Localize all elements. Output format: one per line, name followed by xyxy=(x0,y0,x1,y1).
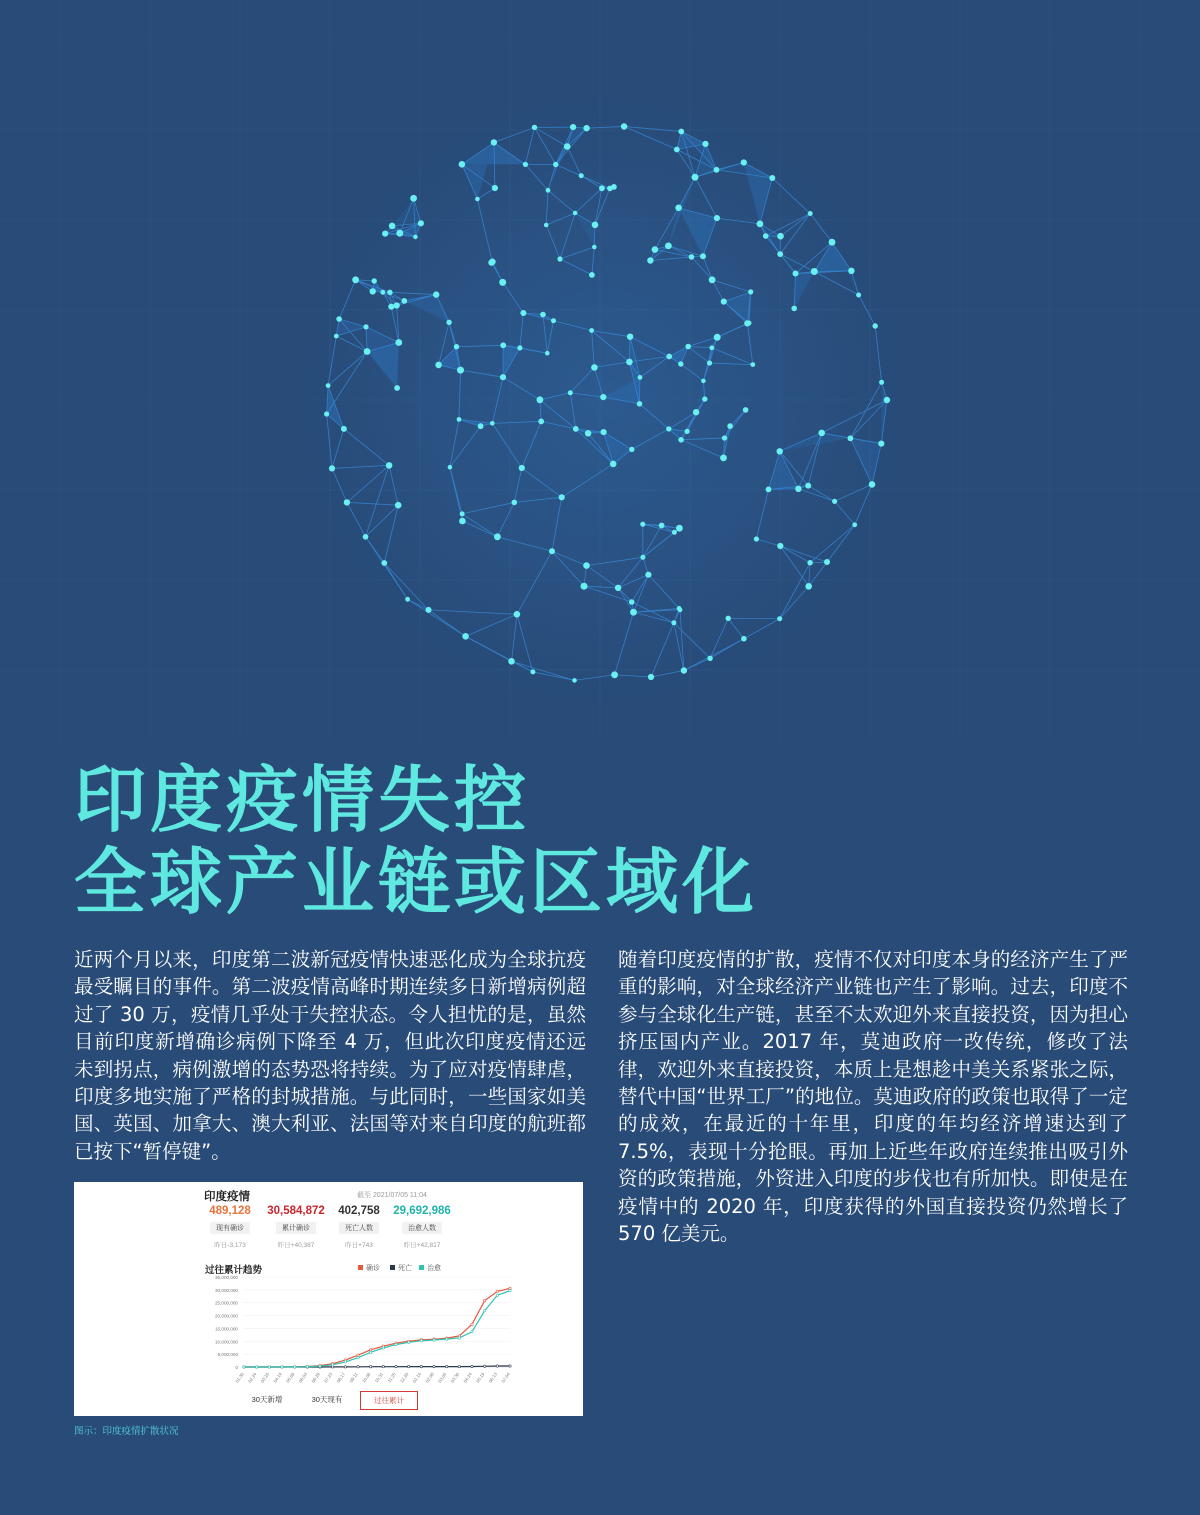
headline-line-2: 全球产业链或区域化 xyxy=(74,840,759,924)
series-point xyxy=(483,1365,485,1367)
legend-label-recovered: 治愈 xyxy=(427,1265,441,1272)
series-point xyxy=(471,1323,473,1325)
chart-title: 过往累计趋势 xyxy=(205,1265,263,1276)
series-point xyxy=(281,1366,283,1368)
series-point xyxy=(458,1365,460,1367)
series-point xyxy=(293,1366,295,1368)
series-point xyxy=(357,1366,359,1368)
series-point xyxy=(344,1366,346,1368)
chart-legend xyxy=(358,1263,441,1272)
body-paragraph-right: 随着印度疫情的扩散，疫情不仅对印度本身的经济产生了严重的影响，对全球经济产业链也产生了影响。过去，印度不参与全球化生产链，甚至不太欢迎外来直接投资，因为担心挤压国内产业。2017 年，莫迪政府一改传统，修改了法律，欢迎外来直接投资，本质上是想趁中美关系紧张之际，替代中国“世界工厂”的地位。莫迪政府的政策也取得了一定的成效，在最近的十年里，印度的年均经济增速达到了 7.5%，表现十分抢眼。再加上近些年政府连续推出吸引外资的政策措施，外资进入印度的步伐也有所加快。即使是在疫情中的 2020 年，印度获得的外国直接投资仍然增长了 570 亿美元。 xyxy=(618,948,1128,1246)
series-point xyxy=(369,1349,371,1351)
series-point xyxy=(306,1366,308,1368)
legend-swatch-recovered xyxy=(419,1265,424,1270)
series-point xyxy=(471,1365,473,1367)
series-point xyxy=(319,1365,321,1367)
series-point xyxy=(243,1366,245,1368)
legend-swatch-confirmed xyxy=(358,1265,363,1270)
x-tick-label: 02.24 xyxy=(247,1371,258,1384)
x-tick-label: 03.05 xyxy=(437,1371,448,1384)
series-point xyxy=(509,1289,511,1291)
y-tick-label: 5,000,000 xyxy=(217,1352,238,1358)
series-point xyxy=(420,1365,422,1367)
x-tick-label: 06.13 xyxy=(487,1371,499,1384)
series-point xyxy=(255,1366,257,1368)
legend-label-confirmed: 确诊 xyxy=(366,1265,380,1272)
series-point xyxy=(395,1343,397,1345)
series-point xyxy=(420,1340,422,1342)
dashboard-timestamp: 截至 2021/07/05 11:04 xyxy=(357,1192,427,1199)
series-point xyxy=(268,1366,270,1368)
globe-network-illustration xyxy=(0,0,1200,740)
x-tick-label: 07.23 xyxy=(323,1371,334,1384)
x-tick-label: 02.08 xyxy=(424,1371,435,1384)
series-point xyxy=(407,1365,409,1367)
y-tick-label: 10,000,000 xyxy=(215,1339,238,1345)
x-tick-label: 04.24 xyxy=(462,1371,473,1384)
x-tick-label: 07.04 xyxy=(500,1371,511,1384)
series-point xyxy=(331,1364,333,1366)
stat-delta: 昨日+743 xyxy=(345,1242,373,1249)
series-point xyxy=(483,1299,485,1301)
y-tick-label: 35,000,000 xyxy=(215,1275,238,1280)
x-tick-label: 04.14 xyxy=(272,1371,283,1384)
series-point xyxy=(445,1338,447,1340)
x-tick-label: 05.19 xyxy=(475,1371,486,1384)
x-tick-label: 01.30 xyxy=(234,1371,245,1384)
stat-label: 死亡人数 xyxy=(339,1222,379,1234)
stat-delta: 昨日+42,817 xyxy=(403,1242,441,1249)
stat-value: 29,692,986 xyxy=(393,1205,451,1217)
x-tick-label: 12.20 xyxy=(399,1371,410,1384)
x-tick-label: 06.03 xyxy=(297,1371,309,1384)
x-tick-label: 05.09 xyxy=(285,1371,296,1384)
series-point xyxy=(369,1366,371,1368)
series-point xyxy=(357,1354,359,1356)
y-tick-label: 20,000,000 xyxy=(215,1313,238,1319)
series-point xyxy=(509,1365,511,1367)
series-point xyxy=(458,1337,460,1339)
stat-value: 402,758 xyxy=(338,1205,380,1217)
stat-delta: 昨日-3,173 xyxy=(214,1242,246,1249)
series-line-0 xyxy=(244,1288,510,1367)
cumulative-trend-chart xyxy=(74,1182,583,1416)
x-tick-label: 06.28 xyxy=(310,1371,321,1384)
series-point xyxy=(445,1365,447,1367)
legend-label-deaths: 死亡 xyxy=(398,1265,412,1272)
x-tick-label: 11.25 xyxy=(386,1371,397,1384)
y-tick-label: 25,000,000 xyxy=(215,1300,238,1306)
globe-glow xyxy=(295,90,915,710)
x-tick-label: 10.06 xyxy=(361,1371,372,1384)
figure-caption: 图示：印度疫情扩散状况 xyxy=(74,1426,179,1437)
button-30-day-new[interactable]: 30天新增 xyxy=(242,1391,292,1408)
series-point xyxy=(395,1365,397,1367)
button-30-day-current[interactable]: 30天现有 xyxy=(300,1391,354,1408)
series-point xyxy=(483,1309,485,1311)
legend-swatch-deaths xyxy=(390,1265,395,1270)
stat-delta: 昨日+40,387 xyxy=(277,1242,315,1249)
x-tick-label: 01.14 xyxy=(411,1371,423,1384)
series-point xyxy=(344,1361,346,1363)
x-tick-label: 03.20 xyxy=(259,1371,271,1384)
x-tick-label: 03.30 xyxy=(449,1371,461,1384)
series-point xyxy=(433,1339,435,1341)
x-tick-label: 08.17 xyxy=(335,1371,347,1384)
stat-label: 累计确诊 xyxy=(276,1222,316,1234)
dashboard-title: 印度疫情 xyxy=(204,1191,250,1203)
series-point xyxy=(369,1351,371,1353)
series-point xyxy=(382,1347,384,1349)
stat-label: 现有确诊 xyxy=(210,1222,250,1234)
series-point xyxy=(496,1365,498,1367)
stat-value: 489,128 xyxy=(209,1205,251,1217)
headline-line-1: 印度疫情失控 xyxy=(74,758,531,842)
x-tick-label: 09.11 xyxy=(348,1371,359,1384)
y-tick-label: 15,000,000 xyxy=(215,1326,238,1332)
stat-value: 30,584,872 xyxy=(267,1205,325,1217)
y-tick-label: 0 xyxy=(235,1365,238,1370)
series-point xyxy=(496,1294,498,1296)
series-point xyxy=(496,1290,498,1292)
series-point xyxy=(433,1365,435,1367)
x-tick-label: 10.31 xyxy=(373,1371,385,1384)
series-point xyxy=(382,1365,384,1367)
button-historical-cumulative[interactable]: 过往累计 xyxy=(360,1391,418,1410)
stat-label: 治愈人数 xyxy=(402,1222,442,1234)
series-line-2 xyxy=(244,1291,510,1367)
series-point xyxy=(357,1357,359,1359)
y-tick-label: 30,000,000 xyxy=(215,1287,238,1293)
body-paragraph-left: 近两个月以来，印度第二波新冠疫情快速恶化成为全球抗疫最受瞩目的事件。第二波疫情高峰时期连续多日新增病例超过了 30 万，疫情几乎处于失控状态。令人担忧的是，虽然目前印度新增确诊病例下降至 4 万，但此次印度疫情还远未到拐点，病例激增的态势恐将持续。为了应对疫情肆虐，印度多地实施了严格的封城措施。与此同时，一些国家如美国、英国、加拿大、澳大利亚、法国等对来自印度的航班都已按下“暂停键”。 xyxy=(74,948,586,1163)
series-point xyxy=(471,1331,473,1333)
series-point xyxy=(407,1341,409,1343)
covid-dashboard-screenshot xyxy=(74,1182,583,1416)
